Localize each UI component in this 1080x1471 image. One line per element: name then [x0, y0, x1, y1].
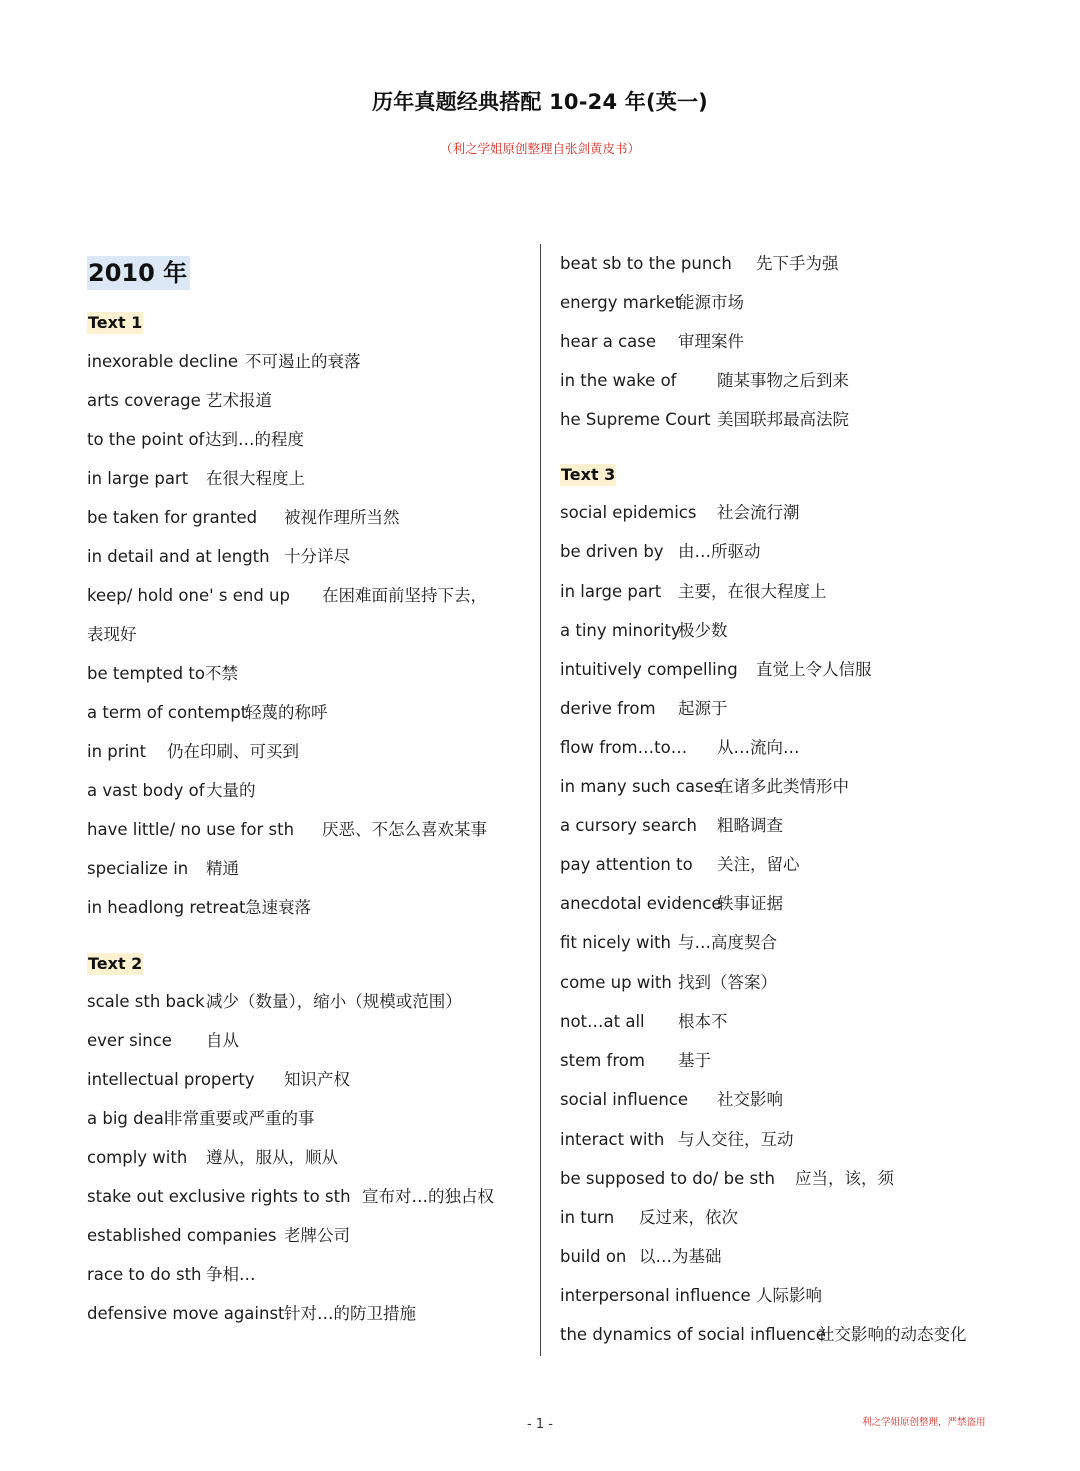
- entry-term: established companies: [87, 1226, 277, 1245]
- entry-term: pay attention to: [560, 855, 693, 874]
- list-item: [560, 292, 744, 314]
- entry-term: the dynamics of social influence: [560, 1325, 826, 1344]
- entry-term: to the point of: [87, 430, 205, 449]
- entry-term: a tiny minority: [560, 621, 681, 640]
- entry-meaning: 极少数: [678, 621, 728, 640]
- entry-meaning: 急速衰落: [245, 898, 311, 917]
- list-item: [87, 991, 462, 1013]
- entry-term: in turn: [560, 1208, 615, 1227]
- entry-meaning: 艺术报道: [206, 391, 272, 410]
- entry-term: derive from: [560, 699, 656, 718]
- entry-term: in detail and at length: [87, 547, 270, 566]
- list-item: [87, 858, 239, 880]
- entry-term: not…at all: [560, 1012, 645, 1031]
- entry-meaning: 社交影响: [717, 1090, 783, 1109]
- list-item: [560, 620, 728, 642]
- entry-meaning: 精通: [206, 859, 239, 878]
- entry-term: a cursory search: [560, 816, 697, 835]
- list-item: [560, 1129, 794, 1151]
- entry-term: in large part: [87, 469, 189, 488]
- list-item: [87, 507, 400, 529]
- footer-note: 利之学姐原创整理，严禁盗用: [862, 1417, 986, 1428]
- entry-term: keep/ hold one' s end up: [87, 586, 290, 605]
- list-item: [560, 1207, 738, 1229]
- list-item: [87, 1069, 350, 1091]
- entry-meaning: 不可遏止的衰落: [245, 352, 361, 371]
- entry-meaning: 在很大程度上: [206, 469, 305, 488]
- list-item: [560, 1324, 967, 1346]
- list-item: [560, 1246, 722, 1268]
- entry-meaning: 十分详尽: [284, 547, 350, 566]
- entry-meaning: 仍在印刷、可买到: [167, 742, 299, 761]
- list-item: [87, 1030, 239, 1052]
- list-item: [560, 854, 800, 876]
- entry-meaning: 由…所驱动: [678, 542, 761, 561]
- entry-meaning: 基于: [678, 1051, 711, 1070]
- entry-meaning: 能源市场: [678, 293, 744, 312]
- list-item: [87, 624, 137, 646]
- entry-term: fit nicely with: [560, 933, 671, 952]
- entry-meaning: 减少（数量），缩小（规模或范围）: [206, 992, 462, 1011]
- entry-meaning: 根本不: [678, 1012, 728, 1031]
- entry-term: in the wake of: [560, 371, 677, 390]
- entry-term: interact with: [560, 1130, 665, 1149]
- page-title: 历年真题经典搭配 10-24 年(英一): [372, 90, 708, 114]
- list-item: [560, 1168, 894, 1190]
- list-item: [87, 819, 487, 841]
- entry-term: inexorable decline: [87, 352, 239, 371]
- entry-term: stake out exclusive rights to sth: [87, 1187, 351, 1206]
- entry-meaning: 随某事物之后到来: [717, 371, 849, 390]
- list-item: [560, 893, 783, 915]
- entry-meaning: 达到…的程度: [205, 430, 304, 449]
- list-item: [560, 541, 761, 563]
- list-item: [560, 1285, 822, 1307]
- entry-meaning: 粗略调查: [717, 816, 783, 835]
- list-item: [560, 1089, 783, 1111]
- entry-meaning: 表现好: [87, 625, 137, 644]
- entry-term: in print: [87, 742, 147, 761]
- entry-meaning: 知识产权: [284, 1070, 350, 1089]
- entry-meaning: 在困难面前坚持下去，: [322, 586, 487, 605]
- entry-term: scale sth back: [87, 992, 205, 1011]
- entry-term: be driven by: [560, 542, 664, 561]
- list-item: [87, 741, 299, 763]
- list-item: [87, 663, 238, 685]
- entry-term: race to do sth: [87, 1265, 202, 1284]
- section-heading-text1: Text 1: [88, 313, 143, 332]
- entry-meaning: 反过来，依次: [639, 1208, 738, 1227]
- entry-term: anecdotal evidence: [560, 894, 722, 913]
- entry-term: in many such cases: [560, 777, 723, 796]
- entry-term: come up with: [560, 973, 672, 992]
- entry-meaning: 自从: [206, 1031, 239, 1050]
- entry-meaning: 人际影响: [756, 1286, 822, 1305]
- entry-meaning: 与人交往，互动: [678, 1130, 794, 1149]
- page-subtitle: （利之学姐原创整理自张剑黄皮书）: [439, 141, 640, 156]
- list-item: [560, 581, 827, 603]
- entry-term: have little/ no use for sth: [87, 820, 295, 839]
- entry-term: specialize in: [87, 859, 189, 878]
- entry-term: be supposed to do/ be sth: [560, 1169, 776, 1188]
- entry-meaning: 主要，在很大程度上: [678, 582, 827, 601]
- entry-term: comply with: [87, 1148, 188, 1167]
- entry-meaning: 社交影响的动态变化: [818, 1325, 967, 1344]
- entry-term: in headlong retreat: [87, 898, 246, 917]
- list-item: [560, 815, 783, 837]
- entry-meaning: 宣布对…的独占权: [362, 1187, 494, 1206]
- entry-meaning: 起源于: [678, 699, 728, 718]
- list-item: [560, 932, 777, 954]
- list-item: [560, 659, 872, 681]
- entry-term: defensive move against: [87, 1304, 285, 1323]
- entry-meaning: 老牌公司: [284, 1226, 350, 1245]
- entry-term: arts coverage: [87, 391, 201, 410]
- list-item: [560, 1050, 711, 1072]
- entry-term: beat sb to the punch: [560, 254, 732, 273]
- list-item: [87, 429, 304, 451]
- entry-meaning: 遵从，服从，顺从: [206, 1148, 338, 1167]
- list-item: [87, 1147, 338, 1169]
- entry-term: interpersonal influence: [560, 1286, 751, 1305]
- entry-meaning: 非常重要或严重的事: [166, 1109, 315, 1128]
- list-item: [87, 1303, 416, 1325]
- entry-meaning: 关注，留心: [717, 855, 800, 874]
- entry-meaning: 轶事证据: [717, 894, 783, 913]
- entry-term: be taken for granted: [87, 508, 258, 527]
- entry-meaning: 应当，该，须: [795, 1169, 894, 1188]
- list-item: [87, 1186, 494, 1208]
- list-item: [87, 1225, 350, 1247]
- year-heading: 2010 年: [87, 256, 190, 290]
- entry-term: intellectual property: [87, 1070, 255, 1089]
- entry-meaning: 厌恶、不怎么喜欢某事: [322, 820, 487, 839]
- entry-term: he Supreme Court: [560, 410, 711, 429]
- entry-meaning: 找到（答案）: [678, 973, 777, 992]
- list-item: [560, 737, 800, 759]
- entry-meaning: 先下手为强: [756, 254, 839, 273]
- list-item: [560, 776, 849, 798]
- list-item: [87, 390, 272, 412]
- entry-term: social epidemics: [560, 503, 697, 522]
- entry-meaning: 不禁: [205, 664, 238, 683]
- entry-term: build on: [560, 1247, 627, 1266]
- entry-term: a vast body of: [87, 781, 205, 800]
- entry-meaning: 在诸多此类情形中: [717, 777, 849, 796]
- list-item: [87, 351, 361, 373]
- page-number: - 1 -: [527, 1417, 553, 1432]
- entry-term: be tempted to: [87, 664, 205, 683]
- list-item: [87, 897, 311, 919]
- list-item: [87, 468, 305, 490]
- section-heading-text2: Text 2: [88, 954, 143, 973]
- entry-term: ever since: [87, 1031, 172, 1050]
- entry-meaning: 争相…: [206, 1265, 256, 1284]
- entry-meaning: 与…高度契合: [678, 933, 777, 952]
- list-item: [87, 1108, 315, 1130]
- list-item: [87, 546, 350, 568]
- list-item: [560, 331, 744, 353]
- list-item: [87, 1264, 256, 1286]
- list-item: [87, 585, 487, 607]
- entry-term: a term of contempt: [87, 703, 248, 722]
- entry-term: energy market: [560, 293, 682, 312]
- entry-term: flow from…to…: [560, 738, 688, 757]
- list-item: [560, 409, 849, 431]
- list-item: [560, 1011, 728, 1033]
- entry-term: hear a case: [560, 332, 657, 351]
- entry-meaning: 美国联邦最高法院: [717, 410, 849, 429]
- list-item: [560, 698, 728, 720]
- section-heading-text3: Text 3: [561, 465, 616, 484]
- entry-meaning: 轻蔑的称呼: [245, 703, 328, 722]
- entry-meaning: 被视作理所当然: [284, 508, 400, 527]
- list-item: [560, 502, 800, 524]
- entry-term: social influence: [560, 1090, 689, 1109]
- list-item: [560, 253, 839, 275]
- entry-term: a big deal: [87, 1109, 169, 1128]
- column-divider: [540, 244, 541, 1356]
- list-item: [87, 702, 328, 724]
- list-item: [560, 972, 777, 994]
- entry-meaning: 大量的: [206, 781, 256, 800]
- entry-term: in large part: [560, 582, 662, 601]
- list-item: [560, 370, 849, 392]
- entry-meaning: 从…流向…: [717, 738, 800, 757]
- entry-meaning: 社会流行潮: [717, 503, 800, 522]
- entry-meaning: 针对…的防卫措施: [284, 1304, 416, 1323]
- list-item: [87, 780, 256, 802]
- entry-meaning: 审理案件: [678, 332, 744, 351]
- entry-term: intuitively compelling: [560, 660, 738, 679]
- entry-meaning: 以…为基础: [639, 1247, 722, 1266]
- entry-meaning: 直觉上令人信服: [756, 660, 872, 679]
- entry-term: stem from: [560, 1051, 645, 1070]
